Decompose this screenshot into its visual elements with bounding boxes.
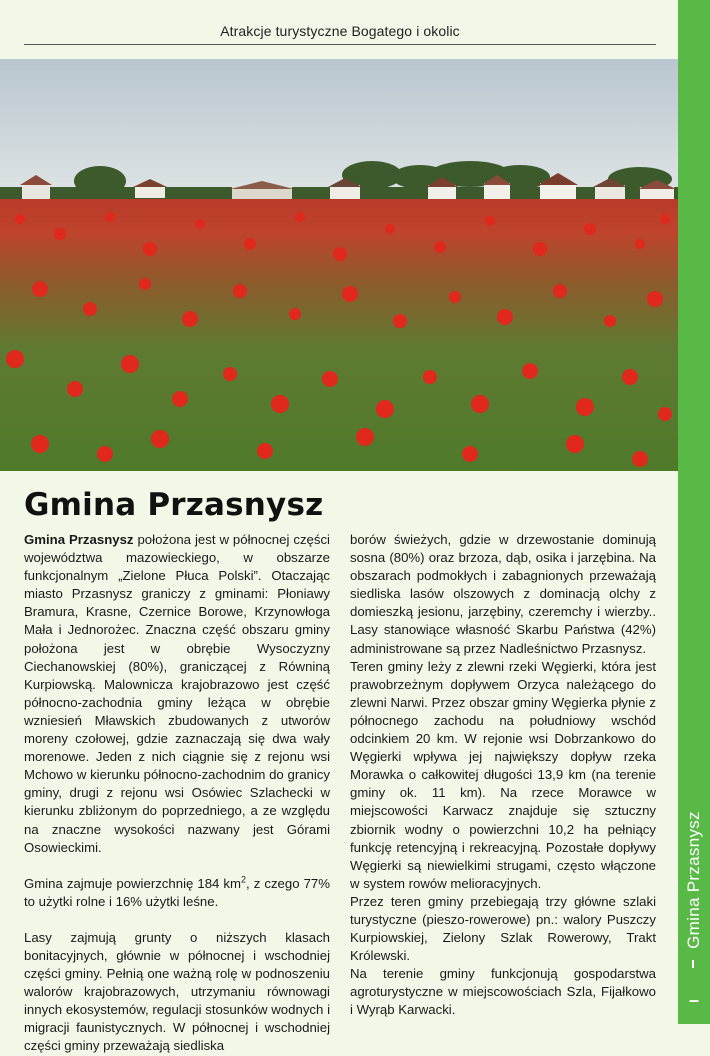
left-paragraph-1 [24,531,330,857]
area-superscript: 2 [241,874,247,885]
section-title: Gmina Przasnysz [24,487,324,523]
header-divider [24,44,656,45]
right-paragraph-4: Na terenie gminy funkcjonują gospodarstwa agroturystyczne w miejscowościach Szla, Fijałkowo i Wyrąb Karwacki. [350,966,656,1018]
right-paragraph-1: borów świeżych, gdzie w drzewostanie dominują sosna (80%) oraz brzoza, dąb, osika i jarzębina. Na obszarach podmokłych i zabagnionych przeważają siedliska lasów olszowych z dominacją olchy z domieszką jesionu, jarzębiny, czeremchy i wierzby.. Lasy stanowiące własność Skarbu Państwa (42%) administrowane są przez Nadleśnictwo Przasnysz. [350,532,656,656]
left-paragraph-2 [24,875,330,911]
right-paragraph-2: Teren gminy leży z zlewni rzeki Węgierki, która jest prawobrzeżnym dopływem Orzyca należącego do zlewni Narwi. Przez obszar gminy Węgierka płynie z północnego zachodu na południowy wschód odcinkiem 20 km. W rejonie wsi Dobrzankowo do Węgierki wpływa jej największy dopływ rzeka Morawka o całkowitej długości 13,9 km (na terenie gminy ok. 11 km). Na rzece Morawce w miejscowości Karwacz znajduje się sztuczny zbiornik wodny o powierzchni 10,2 ha pełniący funkcję retencyjną i rekreacyjną. Pozostałe dopływy Węgierki są niewielkimi strugami, często włączone w system rowów melioracyjnych. [350,658,656,891]
left-paragraph-3: Lasy zajmują grunty o niższych klasach bonitacyjnych, głównie w północnej i wschodniej części gminy. Pełnią one ważną rolę w podnoszeniu walorów krajobrazowych, utrzymaniu równowagi innych ekosystemów, regulacji stosunków wodnych i migracji faunistycznych. W północnej i wschodniej części gminy przeważają siedliska [24,929,330,1054]
area-text: Gmina zajmuje powierzchnię 184 km [24,875,241,891]
left-text-column [24,531,330,1056]
running-header: Atrakcje turystyczne Bogatego i okolic [220,23,460,39]
area-text-rest: , z czego 77% to użytki rolne i 16% użytki leśne. [24,875,330,909]
page-number: – [688,990,699,1010]
poppy-field-photo [0,59,678,471]
right-text-column [350,531,656,1020]
side-divider [692,960,694,968]
lead-term: Gmina Przasnysz [24,532,134,547]
side-vertical-title: Gmina Przasnysz [684,811,703,949]
field [0,199,678,471]
left-paragraph-1-text: położona jest w północnej części województwa mazowieckiego, w obszarze funkcjonalnym „Zielone Płuca Polski”. Otaczając miasto Przasnysz graniczy z gminami: Płoniawy Bramura, Krasne, Czernice Borowe, Krzynowłoga Mała i Jednorożec. Znaczna część obszaru gminy położona jest w obrębie Wysoczyzny Ciechanowskiej (80%), graniczącej z Równiną Kurpiowską. Malownicza krajobrazowo jest część północno-zachodnia gminy leżąca w obrębie wzniesień Mławskich zbudowanych z utworów moreny czołowej, gdzie zaznaczają się dwa wały morenowe. Jeden z nich ciągnie się z rejonu wsi Mchowo w kierunku północno-zachodnim do granicy gminy, drugi z rejonu wsi Osówiec Szlachecki w kierunku zbliżonym do poprzedniego, a ze względu na znaczne wysokości nazwany jest Górami Osowieckimi. [24,532,330,855]
right-paragraph-3: Przez teren gminy przebiegają trzy główne szlaki turystyczne (pieszo-rowerowe) pn.: walory Puszczy Kurpiowskiej, Zielony Szlak Rowerowy, Trakt Królewski. [350,893,656,964]
